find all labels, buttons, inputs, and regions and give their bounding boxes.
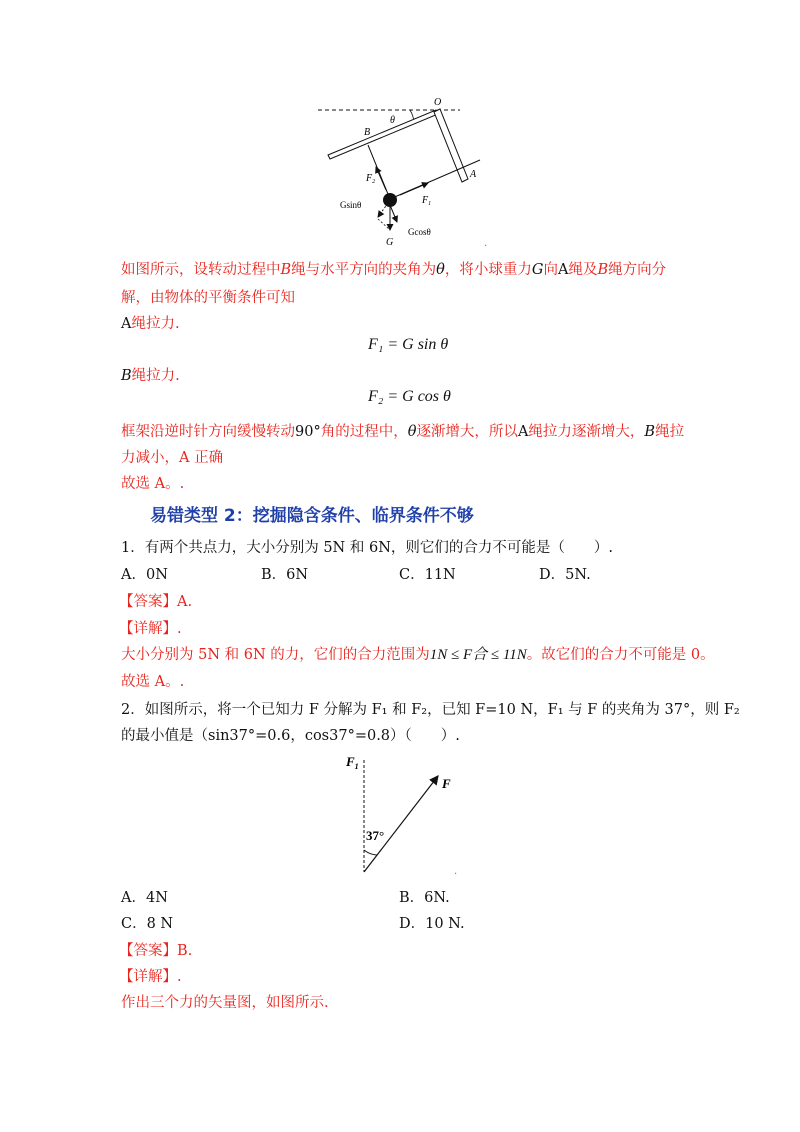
force-decomposition-diagram	[340, 752, 470, 882]
label-gsin: Gsinθ	[340, 200, 362, 210]
equation-f1: F₁ = G sin θ	[368, 336, 449, 353]
label-theta: θ	[390, 115, 395, 126]
solution1-line6: 力减小，A 正确	[121, 450, 224, 466]
label-gcos: Gcosθ	[408, 227, 431, 237]
equation-f2: F₂ = G cos θ	[368, 388, 451, 405]
solution1-line4: B绳拉力.	[121, 368, 180, 384]
ball	[383, 193, 397, 207]
label-f1: $F_1$	[346, 754, 359, 771]
dot-mark-2: .	[454, 866, 458, 877]
q2-option-b: B．6N.	[399, 890, 450, 906]
q2-option-a: A．4N	[121, 890, 168, 906]
angle-arc	[364, 850, 377, 855]
label-g: G	[386, 237, 394, 248]
solution1-line3: A绳拉力.	[121, 316, 180, 332]
dot-mark: .	[484, 238, 488, 249]
q1-option-c: C．11N	[399, 567, 456, 583]
b-rod	[328, 110, 438, 159]
q2-answer: 【答案】B.	[119, 943, 193, 959]
label-f: F	[442, 776, 451, 791]
q2-option-c: C．8 N	[121, 916, 174, 932]
solution1-line2: 解，由物体的平衡条件可知	[121, 290, 295, 306]
q1-answer: 【答案】A.	[119, 594, 193, 610]
q2-stem-line1: 2．如图所示，将一个已知力 F 分解为 F₁ 和 F₂，已知 F=10 N，F₁ 与 F 的夹角为 37°，则 F₂	[121, 702, 740, 718]
f-vector	[364, 776, 438, 872]
f2-arrow	[376, 167, 386, 190]
q1-option-a: A．0N	[121, 567, 168, 583]
q1-stem: 1．有两个共点力，大小分别为 5N 和 6N，则它们的合力不可能是（ ）.	[121, 540, 613, 556]
q2-stem-line2: 的最小值是（sin37°=0.6，cos37°=0.8）（ ）.	[121, 728, 460, 744]
f1-arrow	[400, 183, 428, 195]
label-a: A	[470, 169, 477, 180]
dashed-construct	[378, 219, 390, 230]
solution1-line1: 如图所示，设转动过程中B绳与水平方向的夹角为θ，将小球重力G向A绳及B绳方向分	[121, 262, 667, 278]
q1-explain: 大小分别为 5N 和 6N 的力，它们的合力范围为1N ≤ F合 ≤ 11N。故它们的合力不可能是 0。	[121, 647, 715, 663]
solution1-line5: 框架沿逆时针方向缓慢转动90°角的过程中，θ逐渐增大，所以A绳拉力逐渐增大，B绳拉	[121, 424, 685, 440]
label-f1: $F_1$	[422, 195, 432, 207]
section-heading: 易错类型 2：挖掘隐含条件、临界条件不够	[150, 506, 474, 526]
q1-detail-label: 【详解】.	[119, 621, 182, 637]
q2-explain: 作出三个力的矢量图，如图所示.	[121, 995, 329, 1011]
q2-detail-label: 【详解】.	[119, 969, 182, 985]
solution1-line7: 故选 A。.	[121, 476, 185, 492]
gcos-arrow	[390, 205, 397, 222]
label-o: O	[434, 97, 442, 108]
q1-option-d: D．5N.	[539, 567, 591, 583]
b-rope	[368, 145, 390, 199]
q1-option-b: B．6N	[261, 567, 309, 583]
label-b: B	[364, 127, 371, 138]
label-f2: $F_2$	[366, 173, 376, 185]
rotating-frame-diagram	[310, 95, 490, 255]
q1-conclusion: 故选 A。.	[121, 674, 185, 690]
q2-option-d: D．10 N.	[399, 916, 465, 932]
label-angle: 37°	[366, 828, 385, 843]
a-rod	[434, 109, 468, 182]
